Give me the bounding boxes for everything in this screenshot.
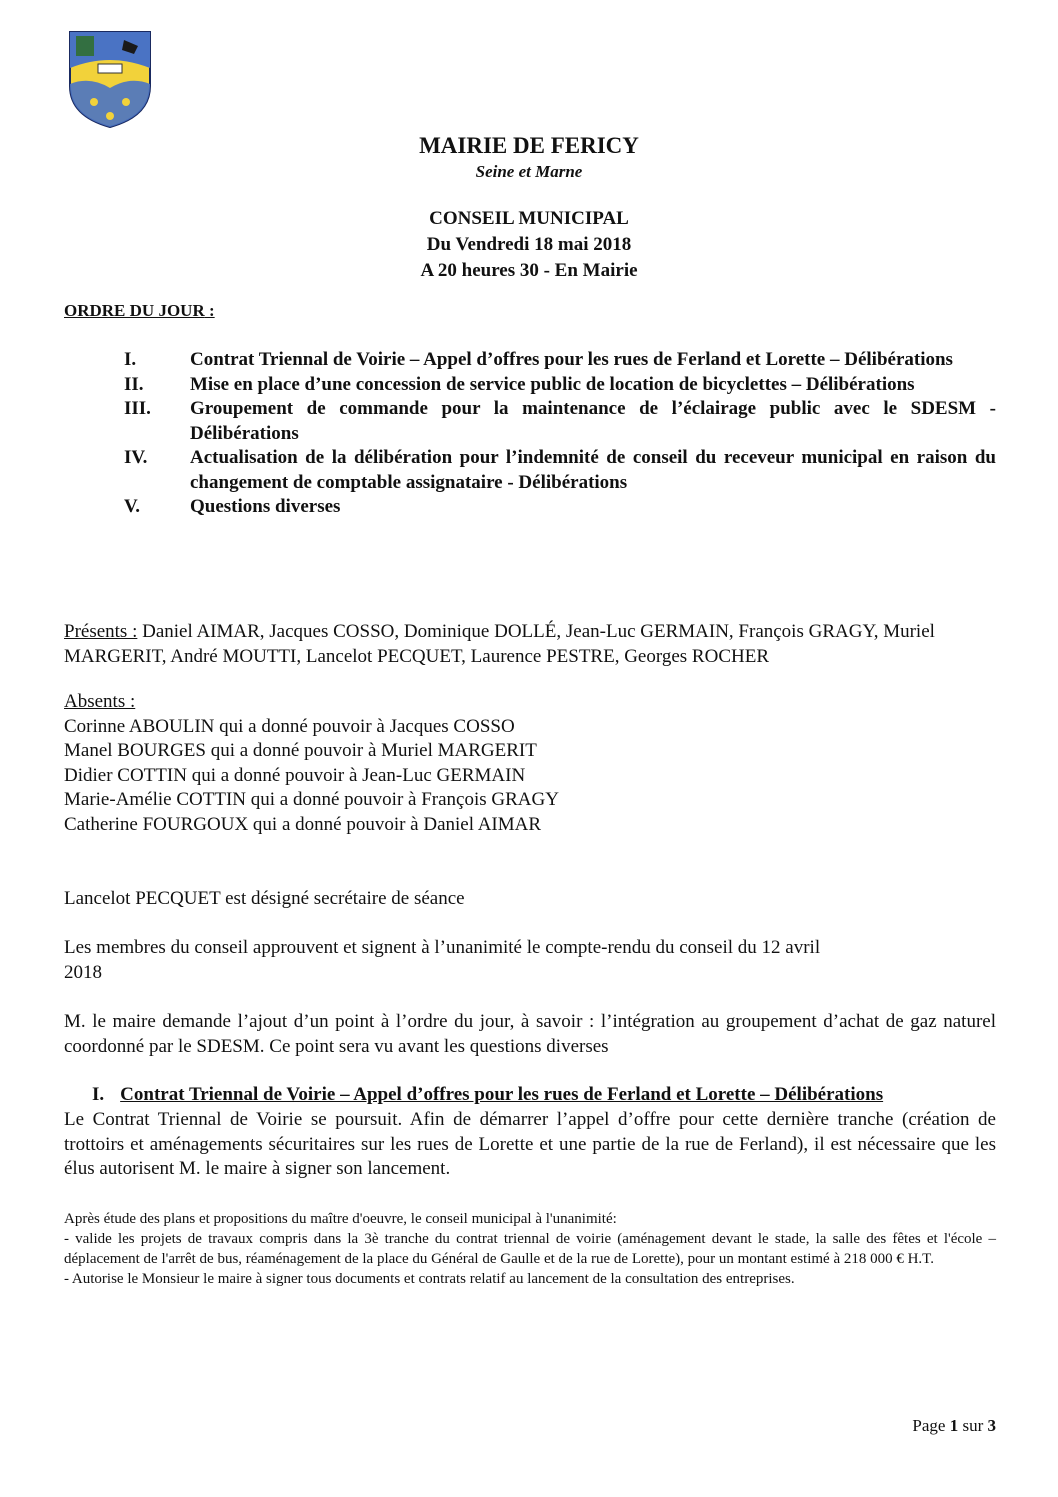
page-subtitle: Seine et Marne <box>475 162 583 181</box>
present-members: Présents : Daniel AIMAR, Jacques COSSO, Dominique DOLLÉ, Jean-Luc GERMAIN, François GRAGY, Muriel MARGERIT, André MOUTTI, Lancelot PECQUET, Laurence PESTRE, Georges ROCHER <box>64 621 935 667</box>
section-body: Le Contrat Triennal de Voirie se poursuit. Afin de démarrer l’appel d’offre pour cette dernière tranche (création de trottoirs et aménagements sécuritaires sur les rues de Lorette et une partie de la rue de Ferland), il est nécessaire que les élus autorisent M. le maire à signer son lancement. <box>64 1109 996 1179</box>
agenda-item: II. Mise en place d’une concession de service public de location de bicyclettes – Délibérations <box>124 373 915 395</box>
meeting-time-place: A 20 heures 30 - En Mairie <box>420 260 638 281</box>
agenda-list <box>124 348 996 520</box>
coat-of-arms-logo <box>64 28 156 130</box>
agenda-heading: ORDRE DU JOUR : <box>64 301 215 320</box>
page-title: MAIRIE DE FERICY <box>419 133 639 158</box>
decision-intro: Après étude des plans et propositions du maître d'oeuvre, le conseil municipal à l'unanimité: <box>64 1211 617 1227</box>
approval-paragraph: Les membres du conseil approuvent et signent à l’unanimité le compte-rendu du conseil du 12 avril 2018 <box>64 937 821 983</box>
agenda-item: V. Questions diverses <box>124 496 341 517</box>
meeting-title: CONSEIL MUNICIPAL <box>429 208 629 229</box>
meeting-date: Du Vendredi 18 mai 2018 <box>426 234 632 255</box>
absent-member: Corinne ABOULIN qui a donné pouvoir à Jacques COSSO <box>64 715 515 737</box>
agenda-item: I. Contrat Triennal de Voirie – Appel d’offres pour les rues de Ferland et Lorette – Délibérations <box>124 349 953 370</box>
decision-item: - valide les projets de travaux compris dans la 3è tranche du contrat triennal de voirie (aménagement devant le stade, la salle des fêtes et l'école – déplacement de l'arrêt de bus, réaménagement de la place du Général de Gaulle et de la rue de Lorette), pour un montant estimé à 218 000 € H.T. <box>64 1231 996 1267</box>
absent-member: Manel BOURGES qui a donné pouvoir à Muriel MARGERIT <box>64 740 537 761</box>
section-heading: I. Contrat Triennal de Voirie – Appel d’offres pour les rues de Ferland et Lorette – Délibérations <box>92 1084 884 1105</box>
absent-member: Marie-Amélie COTTIN qui a donné pouvoir à François GRAGY <box>64 789 559 810</box>
absent-member: Catherine FOURGOUX qui a donné pouvoir à Daniel AIMAR <box>64 813 542 835</box>
decision-item: - Autorise le Monsieur le maire à signer tous documents et contrats relatif au lancement de la consultation des entreprises. <box>64 1271 795 1287</box>
addition-paragraph: M. le maire demande l’ajout d’un point à l’ordre du jour, à savoir : l’intégration au groupement d’achat de gaz naturel coordonné par le SDESM. Ce point sera vu avant les questions diverses <box>64 1011 996 1057</box>
absent-label: Absents : <box>64 691 136 712</box>
meeting-header <box>0 206 1058 284</box>
secretary-paragraph: Lancelot PECQUET est désigné secrétaire de séance <box>64 888 465 909</box>
absent-members <box>64 690 996 837</box>
page-number: Page 1 sur 3 <box>912 1416 996 1435</box>
agenda-item: III. Groupement de commande pour la maintenance de l’éclairage public avec le SDESM - Délibérations <box>124 398 996 444</box>
absent-member: Didier COTTIN qui a donné pouvoir à Jean-Luc GERMAIN <box>64 764 526 786</box>
decision-block <box>64 1209 996 1289</box>
agenda-item: IV. Actualisation de la délibération pour l’indemnité de conseil du receveur municipal en raison du changement de comptable assignataire - Délibérations <box>124 447 996 493</box>
